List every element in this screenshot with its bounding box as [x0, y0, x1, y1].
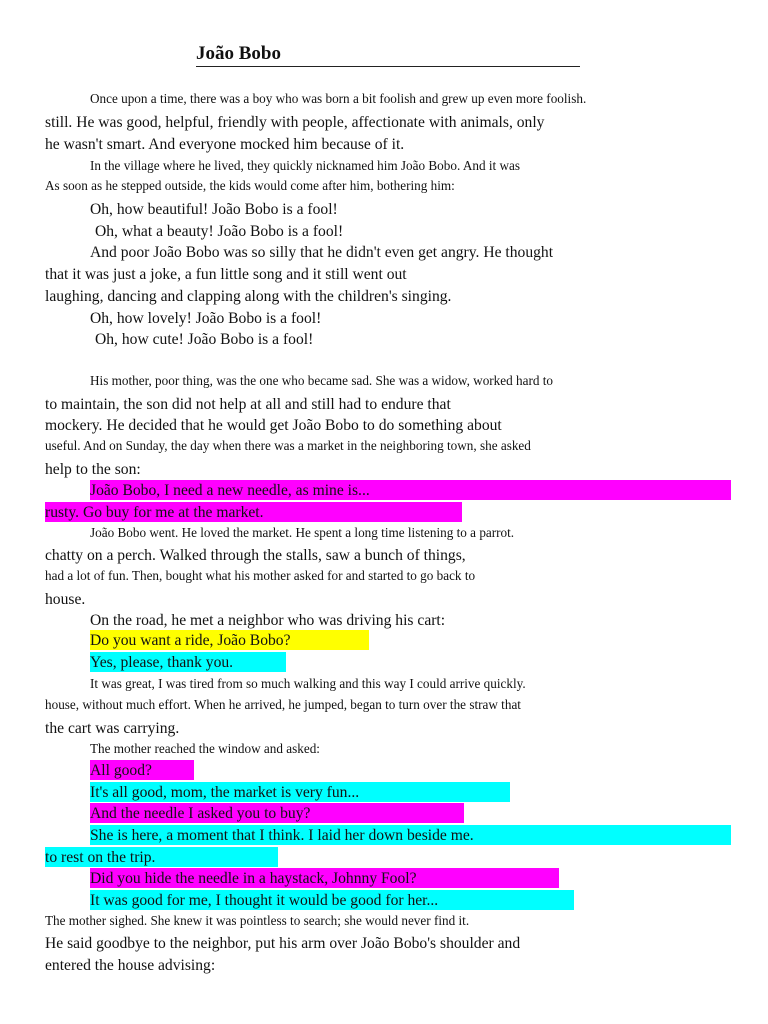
text-line: he wasn't smart. And everyone mocked him because of it.	[45, 136, 405, 153]
text-line: João Bobo went. He loved the market. He spent a long time listening to a parrot.	[90, 525, 515, 540]
text-line: He said goodbye to the neighbor, put his arm over João Bobo's shoulder and	[45, 935, 521, 952]
dialogue-line: It's all good, mom, the market is very fun...	[90, 784, 360, 801]
text-line: to maintain, the son did not help at all and still had to endure that	[45, 396, 451, 413]
text-line: still. He was good, helpful, friendly with people, affectionate with animals, only	[45, 114, 545, 131]
text-line: Oh, how beautiful! João Bobo is a fool!	[90, 201, 338, 218]
text-line: mockery. He decided that he would get João Bobo to do something about	[45, 417, 502, 434]
dialogue-line: João Bobo, I need a new needle, as mine is...	[90, 482, 370, 499]
text-line: Oh, what a beauty! João Bobo is a fool!	[95, 223, 344, 240]
dialogue-line: She is here, a moment that I think. I laid her down beside me.	[90, 827, 474, 844]
dialogue-line: Did you hide the needle in a haystack, Johnny Fool?	[90, 870, 417, 887]
dialogue-line: All good?	[90, 762, 152, 779]
dialogue-line: And the needle I asked you to buy?	[90, 805, 311, 822]
text-line: Oh, how lovely! João Bobo is a fool!	[90, 310, 322, 327]
text-line: house.	[45, 591, 86, 608]
text-line: help to the son:	[45, 461, 141, 478]
text-line: As soon as he stepped outside, the kids would come after him, bothering him:	[45, 178, 455, 193]
text-line: chatty on a perch. Walked through the stalls, saw a bunch of things,	[45, 547, 466, 564]
text-line: On the road, he met a neighbor who was driving his cart:	[90, 612, 446, 629]
text-line: house, without much effort. When he arrived, he jumped, began to turn over the straw that	[45, 697, 521, 712]
dialogue-line: Do you want a ride, João Bobo?	[90, 632, 291, 649]
dialogue-line: rusty. Go buy for me at the market.	[45, 504, 264, 521]
text-line: And poor João Bobo was so silly that he didn't even get angry. He thought	[90, 244, 554, 261]
document-title: João Bobo	[196, 42, 580, 67]
text-line: Oh, how cute! João Bobo is a fool!	[95, 331, 314, 348]
text-line: The mother reached the window and asked:	[90, 741, 320, 756]
text-line: useful. And on Sunday, the day when there was a market in the neighboring town, she asked	[45, 438, 531, 453]
dialogue-line: Yes, please, thank you.	[90, 654, 234, 671]
text-line: laughing, dancing and clapping along with the children's singing.	[45, 288, 452, 305]
dialogue-line: It was good for me, I thought it would be good for her...	[90, 892, 439, 909]
text-line: had a lot of fun. Then, bought what his mother asked for and started to go back to	[45, 568, 476, 583]
text-line: In the village where he lived, they quickly nicknamed him João Bobo. And it was	[90, 158, 520, 173]
text-line: It was great, I was tired from so much walking and this way I could arrive quickly.	[90, 676, 526, 691]
text-line: the cart was carrying.	[45, 720, 180, 737]
text-line: entered the house advising:	[45, 957, 216, 974]
text-line: His mother, poor thing, was the one who became sad. She was a widow, worked hard to	[90, 373, 554, 388]
text-line: Once upon a time, there was a boy who was born a bit foolish and grew up even more foolish.	[90, 91, 587, 106]
text-line: The mother sighed. She knew it was pointless to search; she would never find it.	[45, 913, 470, 928]
text-line: that it was just a joke, a fun little song and it still went out	[45, 266, 407, 283]
dialogue-line: to rest on the trip.	[45, 849, 156, 866]
